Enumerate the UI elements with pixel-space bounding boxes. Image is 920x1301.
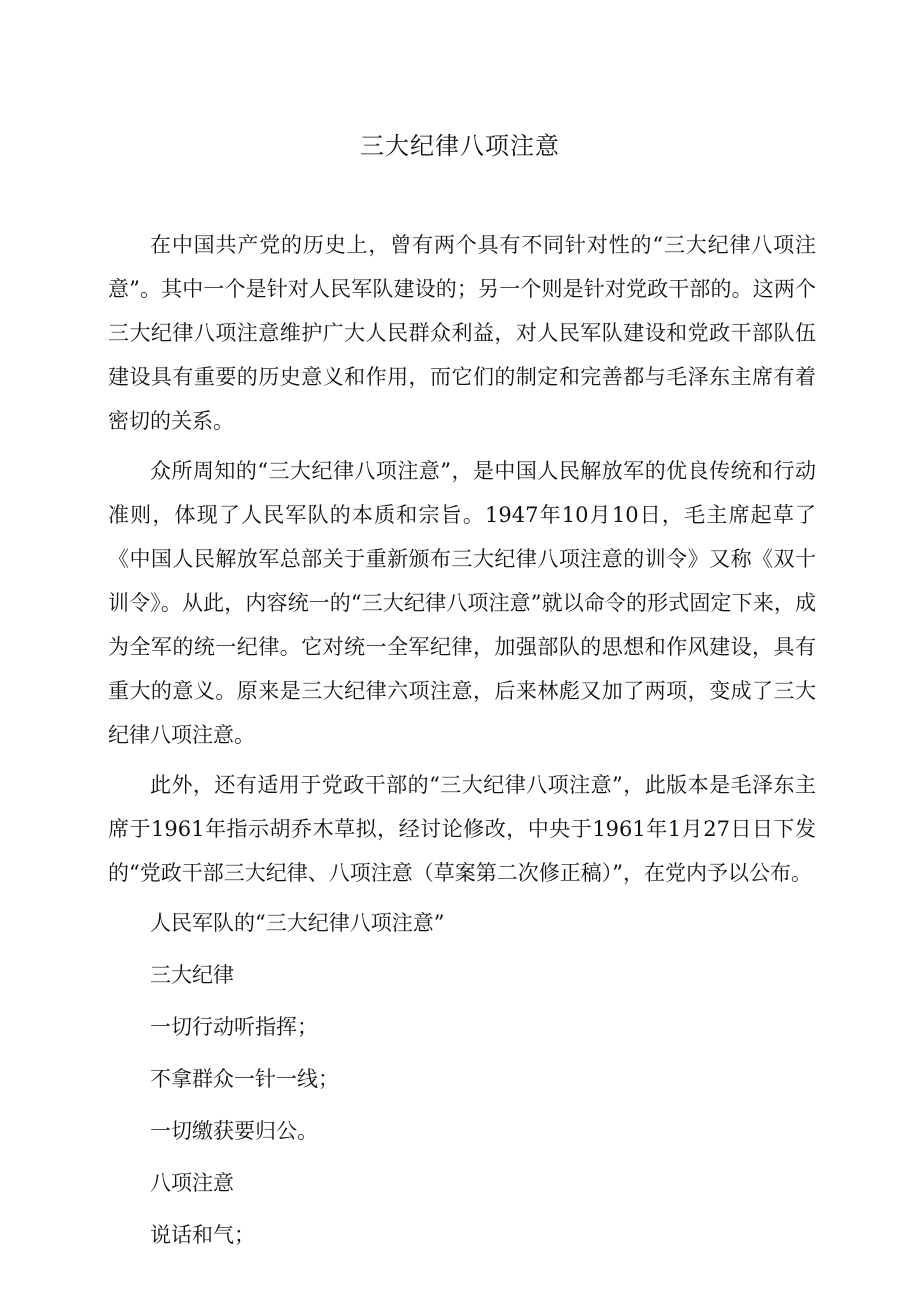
paragraph-army-rules: 众所周知的“三大纪律八项注意”，是中国人民解放军的优良传统和行动准则，体现了人民军队的本质和宗旨。1947年10月10日，毛主席起草了《中国人民解放军总部关于重新颁布三大纪律八项注意的训令》又称《双十训令》。从此，内容统一的“三大纪律八项注意”就以命令的形式固定下来，成为全军的统一纪律。它对统一全军纪律，加强部队的思想和作风建设，具有重大的意义。原来是三大纪律六项注意，后来林彪又加了两项，变成了三大纪律八项注意。: [108, 459, 816, 747]
list-item: 一切行动听指挥；: [150, 1015, 318, 1039]
list-item: 一切缴获要归公。: [150, 1119, 318, 1143]
paragraph-history: 在中国共产党的历史上，曾有两个具有不同针对性的“三大纪律八项注意”。其中一个是针对人民军队建设的；另一个则是针对党政干部的。这两个三大纪律八项注意维护广大人民群众利益，对人民军队建设和党政干部队伍建设具有重要的历史意义和作用，而它们的制定和完善都与毛泽东主席有着密切的关系。: [108, 233, 816, 433]
document-body: [108, 223, 816, 1265]
document-title: 三大纪律八项注意: [360, 132, 560, 160]
list-item: 不拿群众一针一线；: [150, 1067, 339, 1091]
list-item: 说话和气；: [150, 1223, 255, 1247]
subheading-three-disciplines: 三大纪律: [150, 963, 234, 987]
subheading-eight-points: 八项注意: [150, 1171, 234, 1195]
section-heading-army: 人民军队的“三大纪律八项注意”: [150, 911, 445, 935]
paragraph-cadre-rules: 此外，还有适用于党政干部的“三大纪律八项注意”，此版本是毛泽东主席于1961年指示胡乔木草拟，经讨论修改，中央于1961年1月27日日下发的“党政干部三大纪律、八项注意（草案第二次修正稿）”，在党内予以公布。: [108, 773, 816, 885]
